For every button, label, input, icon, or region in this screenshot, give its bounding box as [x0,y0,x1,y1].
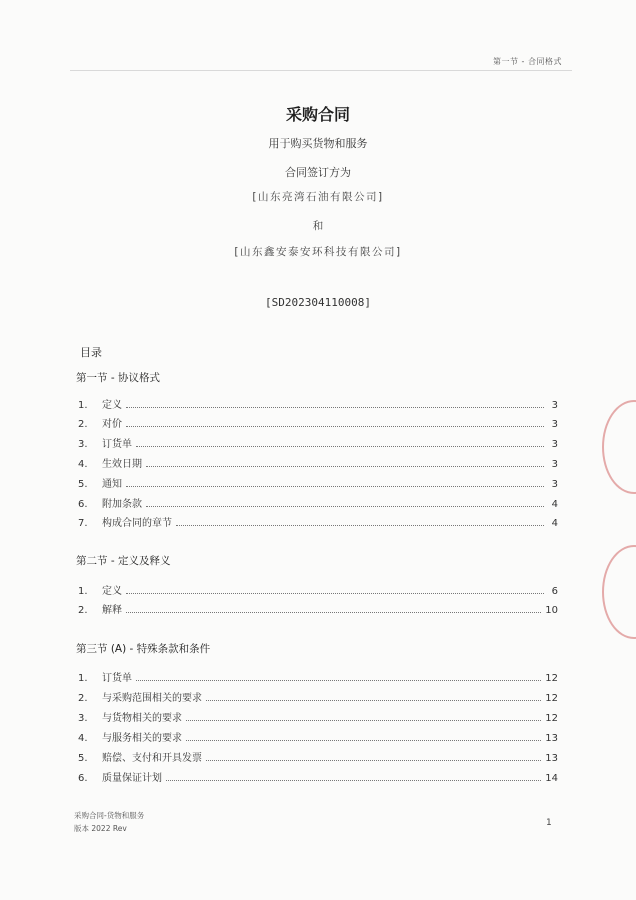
toc-entry: 1. 订货单 12 [78,673,558,684]
toc-entry: 2. 解释 10 [78,605,558,616]
party-a: [山东亮湾石油有限公司] [252,191,384,203]
toc-entry: 7. 构成合同的章节 4 [78,518,558,529]
seal-stamp [602,545,636,639]
toc-entry: 6. 质量保证计划 14 [78,773,558,784]
toc-entry: 4. 与服务相关的要求 13 [78,733,558,744]
signed-by-line: 合同签订方为 [285,166,351,179]
toc-entry: 5. 赔偿、支付和开具发票 13 [78,753,558,764]
toc-entry: 2. 与采购范围相关的要求 12 [78,693,558,704]
document-title: 采购合同 [285,105,350,124]
toc-entry: 3. 订货单 3 [78,439,558,450]
toc-entry: 1. 定义 3 [78,400,558,411]
header-divider [70,70,572,71]
running-header: 第一节 - 合同格式 [493,57,562,66]
toc-section-heading: 第三节 (A) - 特殊条款和条件 [76,643,211,655]
party-b: [山东鑫安泰安环科技有限公司] [234,246,402,258]
conjunction: 和 [312,220,324,232]
toc-section-heading: 第二节 - 定义及释义 [76,555,171,567]
footer-doc-title: 采购合同-货物和服务 [74,811,145,820]
document-subtitle: 用于购买货物和服务 [268,137,368,150]
toc-entry: 5. 通知 3 [78,479,558,490]
contract-number: [SD202304110008] [265,296,371,309]
toc-entry: 1. 定义 6 [78,586,558,597]
seal-stamp [602,400,636,494]
page-number: 1 [546,818,552,828]
toc-entry: 4. 生效日期 3 [78,459,558,470]
toc-entry: 2. 对价 3 [78,419,558,430]
toc-title: 目录 [80,346,102,359]
toc-section-heading: 第一节 - 协议格式 [76,372,160,384]
footer-version: 版本 2022 Rev [74,824,127,833]
toc-entry: 6. 附加条款 4 [78,499,558,510]
toc-entry: 3. 与货物相关的要求 12 [78,713,558,724]
